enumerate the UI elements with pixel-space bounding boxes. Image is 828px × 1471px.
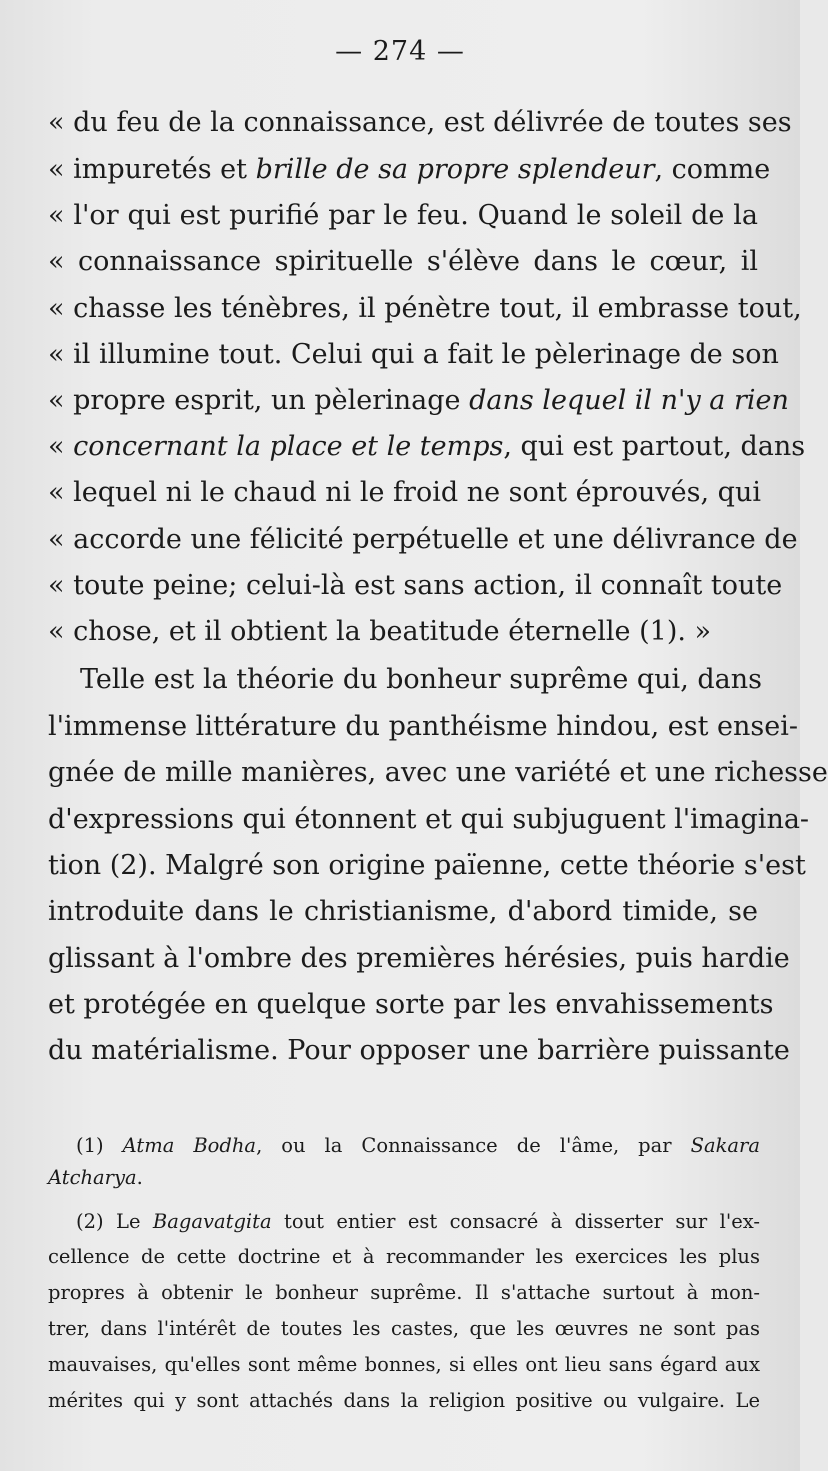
page-number: — 274 — [335,36,465,67]
text-line: l'immense littérature du panthéisme hindou, est ensei- [48,711,798,742]
text-line: du matérialisme. Pour opposer une barrière puissante [48,1035,790,1066]
text-line: glissant à l'ombre des premières hérésies, puis hardie [48,943,790,974]
text-line: « il illumine tout. Celui qui a fait le pèlerinage de son [48,339,779,370]
text-line: « chasse les ténèbres, il pénètre tout, il embrasse tout, [48,293,802,324]
text-line: tion (2). Malgré son origine païenne, cette théorie s'est [48,850,806,881]
text-line: gnée de mille manières, avec une variété et une richesse [48,757,828,788]
text-line: « chose, et il obtient la beatitude éternelle (1). » [48,616,712,647]
text-line: « connaissance spirituelle s'élève dans le cœur, il [48,246,758,277]
text-line: et protégée en quelque sorte par les envahissements [48,989,774,1020]
text-line: introduite dans le christianisme, d'abord timide, se [48,896,758,927]
text-line: « l'or qui est purifié par le feu. Quand le soleil de la [48,200,758,231]
footnote-line: propres à obtenir le bonheur suprême. Il s'attache surtout à mon- [48,1281,760,1304]
text-line: « accorde une félicité perpétuelle et une délivrance de [48,524,798,555]
text-line: Telle est la théorie du bonheur suprême qui, dans [80,664,762,695]
text-line: « concernant la place et le temps, qui est partout, dans [48,431,806,462]
text-line: « impuretés et brille de sa propre splendeur, comme [48,154,771,185]
footnote-line: mérites qui y sont attachés dans la religion positive ou vulgaire. Le [48,1389,760,1412]
text-line: « propre esprit, un pèlerinage dans lequel il n'y a rien [48,385,789,416]
footnote-line: trer, dans l'intérêt de toutes les castes, que les œuvres ne sont pas [48,1317,760,1340]
text-line: « lequel ni le chaud ni le froid ne sont éprouvés, qui [48,477,761,508]
text-line: « du feu de la connaissance, est délivrée de toutes ses [48,107,792,138]
footnote-line: (2) Le Bagavatgita tout entier est consacré à disserter sur l'ex- [76,1210,760,1233]
text-line: d'expressions qui étonnent et qui subjuguent l'imagina- [48,804,810,835]
footnote-line: mauvaises, qu'elles sont même bonnes, si elles ont lieu sans égard aux [48,1353,760,1376]
footnote-line: (1) Atma Bodha, ou la Connaissance de l'âme, par Sakara [76,1134,760,1157]
footnote-line: Atcharya. [48,1166,143,1189]
footnote-line: cellence de cette doctrine et à recommander les exercices les plus [48,1245,760,1268]
text-line: « toute peine; celui-là est sans action, il connaît toute [48,570,783,601]
